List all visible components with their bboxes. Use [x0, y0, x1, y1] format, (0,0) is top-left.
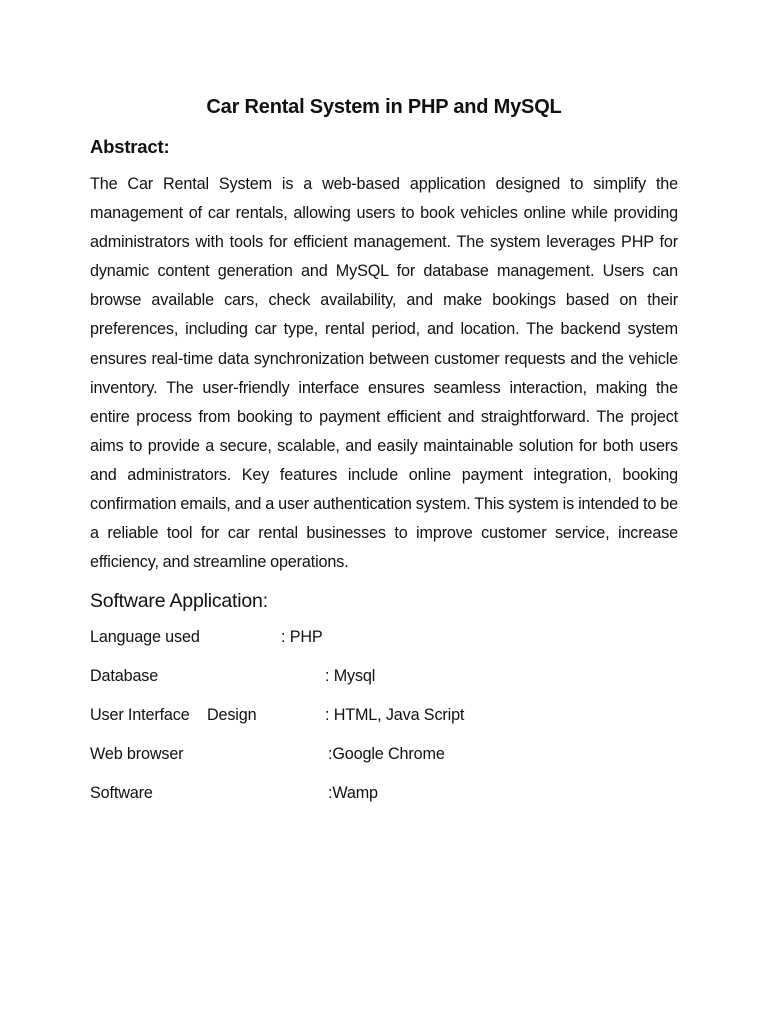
spec-label-ui-design: User Interface Design	[90, 706, 257, 725]
spec-value-language: : PHP	[281, 628, 323, 647]
spec-value-ui-design: : HTML, Java Script	[325, 706, 465, 725]
software-spec-list	[90, 627, 678, 822]
spec-value-software: :Wamp	[328, 784, 378, 803]
spec-label-software: Software	[90, 784, 153, 803]
spec-row-database	[90, 666, 678, 705]
document-title: Car Rental System in PHP and MySQL	[206, 96, 562, 118]
spec-row-software	[90, 783, 678, 822]
spec-row-web-browser	[90, 744, 678, 783]
spec-label-database: Database	[90, 667, 159, 686]
software-application-heading: Software Application:	[90, 590, 268, 613]
spec-row-language	[90, 627, 678, 666]
spec-label-language: Language used	[90, 628, 200, 647]
abstract-heading: Abstract:	[90, 136, 170, 157]
spec-value-database: : Mysql	[325, 667, 376, 686]
spec-value-web-browser: :Google Chrome	[328, 745, 445, 764]
spec-row-ui-design	[90, 705, 678, 744]
spec-label-web-browser: Web browser	[90, 745, 184, 764]
abstract-paragraph: The Car Rental System is a web-based application designed to simplify the management of car rentals, allowing users to book vehicles online while providing administrators with tools for efficient management. The system leverages PHP for dynamic content generation and MySQL for database management. Users can browse available cars, check availability, and make bookings based on their preferences, including car type, rental period, and location. The backend system ensures real-time data synchronization between customer requests and the vehicle inventory. The user-friendly interface ensures seamless interaction, making the entire process from booking to payment efficient and straightforward. The project aims to provide a secure, scalable, and easily maintainable solution for both users and administrators. Key features include online payment integration, booking confirmation emails, and a user authentication system. This system is intended to be a reliable tool for car rental businesses to improve customer service, increase efficiency, and streamline operations.	[90, 175, 678, 572]
